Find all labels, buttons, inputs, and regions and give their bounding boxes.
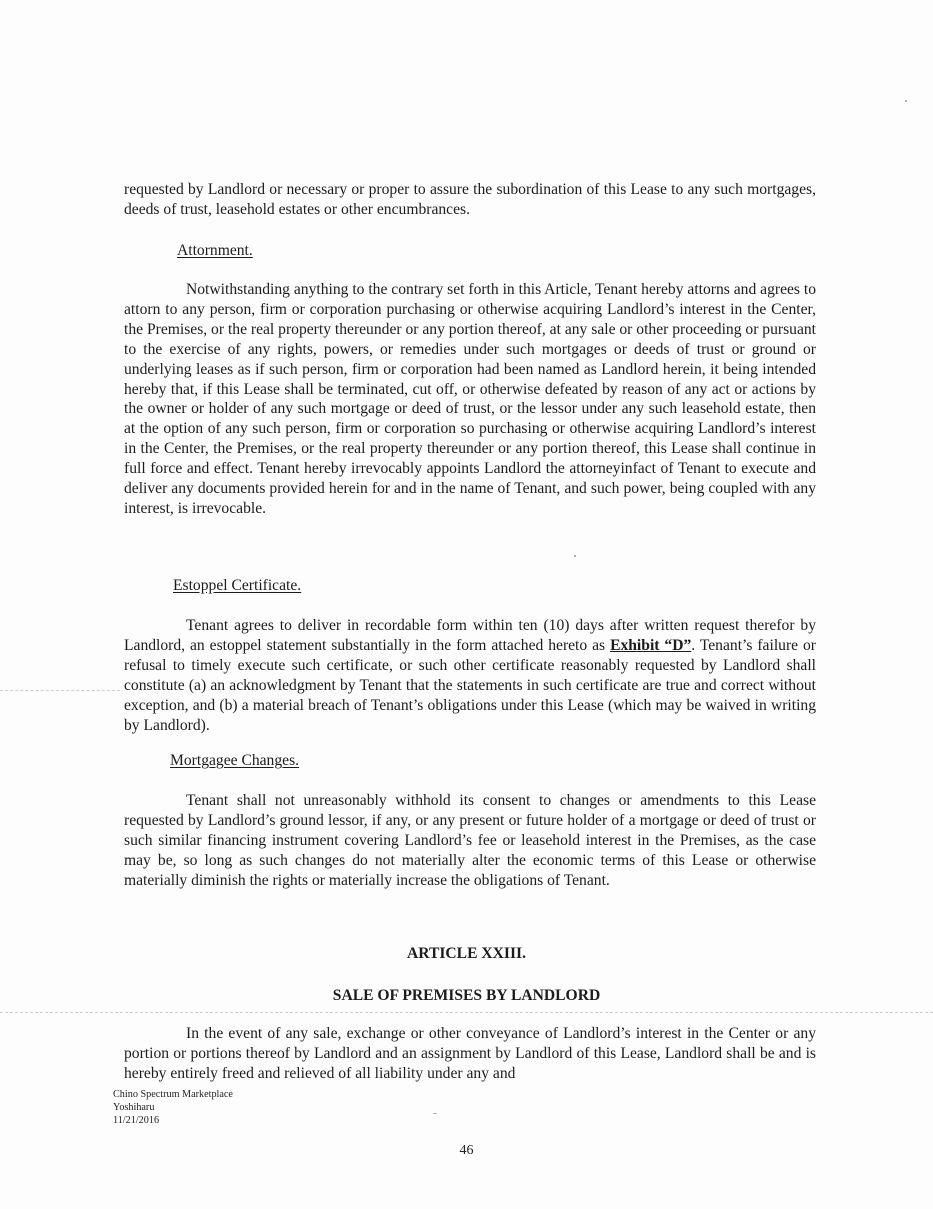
page-number: 46 [459, 1143, 474, 1158]
scan-speck [905, 100, 907, 102]
footer-date: 11/21/2016 [113, 1115, 160, 1126]
section-heading-estoppel: Estoppel Certificate. [173, 577, 302, 594]
section-heading-attornment: Attornment. [177, 242, 253, 259]
section-heading-mortgagee-changes: Mortgagee Changes. [170, 752, 300, 769]
footer-property-name: Chino Spectrum Marketplace [113, 1089, 233, 1100]
estoppel-text-1: Tenant agrees to deliver in recordable form within ten (10) days after written request therefor by Landlord, an estoppel statement substantially in the form attached hereto as [124, 617, 816, 654]
footer-info [113, 1088, 233, 1127]
scan-speck [433, 1113, 437, 1114]
footer-tenant-name: Yoshiharu [113, 1102, 155, 1113]
scan-speck [574, 555, 576, 557]
estoppel-paragraph [124, 616, 816, 735]
article-title: SALE OF PREMISES BY LANDLORD [332, 987, 601, 1004]
scan-artifact-line [0, 690, 120, 691]
estoppel-text-2: . Tenant’s failure or refusal to timely execute such certificate, or such other certificate reasonably requested by Landlord shall constitute (a) an acknowledgment by Tenant that the statements in such certificate are true and correct without exception, and (b) a material breach of Tenant’s obligations under this Lease (which may be waived in writing by Landlord). [124, 636, 816, 734]
mortgagee-changes-paragraph: Tenant shall not unreasonably withhold its consent to changes or amendments to this Lease requested by Landlord’s ground lessor, if any, or any present or future holder of a mortgage or deed of trust or such similar financing instrument covering Landlord’s fee or leasehold interest in the Premises, as the case may be, so long as such changes do not materially alter the economic terms of this Lease or otherwise materially diminish the rights or materially increase the obligations of Tenant. [124, 792, 816, 889]
continuation-paragraph: requested by Landlord or necessary or proper to assure the subordination of this Lease to any such mortgages, deeds of trust, leasehold estates or other encumbrances. [124, 181, 816, 218]
scan-artifact-line [0, 1012, 933, 1013]
article-number: ARTICLE XXIII. [406, 945, 527, 962]
attornment-paragraph: Notwithstanding anything to the contrary set forth in this Article, Tenant hereby attorns and agrees to attorn to any person, firm or corporation purchasing or otherwise acquiring Landlord’s interest in the Center, the Premises, or the real property thereunder or any portion thereof, at any sale or other proceeding or pursuant to the exercise of any rights, powers, or remedies under such mortgages or deeds of trust or ground or underlying leases as if such person, firm or corporation had been named as Landlord herein, it being intended hereby that, if this Lease shall be terminated, cut off, or otherwise defeated by reason of any act or actions by the owner or holder of any such mortgage or deed of trust, or the lessor under any such leasehold estate, then at the option of any such person, firm or corporation so purchasing or otherwise acquiring Landlord’s interest in the Center, the Premises, or the real property thereunder or any portion thereof, this Lease shall continue in full force and effect. Tenant hereby irrevocably appoints Landlord the attorneyinfact of Tenant to execute and deliver any documents provided herein for and in the name of Tenant, and such power, being coupled with any interest, is irrevocable. [124, 281, 817, 517]
article-body-paragraph: In the event of any sale, exchange or other conveyance of Landlord’s interest in the Center or any portion or portions thereof by Landlord and an assignment by Landlord of this Lease, Landlord shall be and is hereby entirely freed and relieved of all liability under any and [124, 1025, 816, 1082]
exhibit-d-reference: Exhibit “D” [610, 636, 692, 654]
